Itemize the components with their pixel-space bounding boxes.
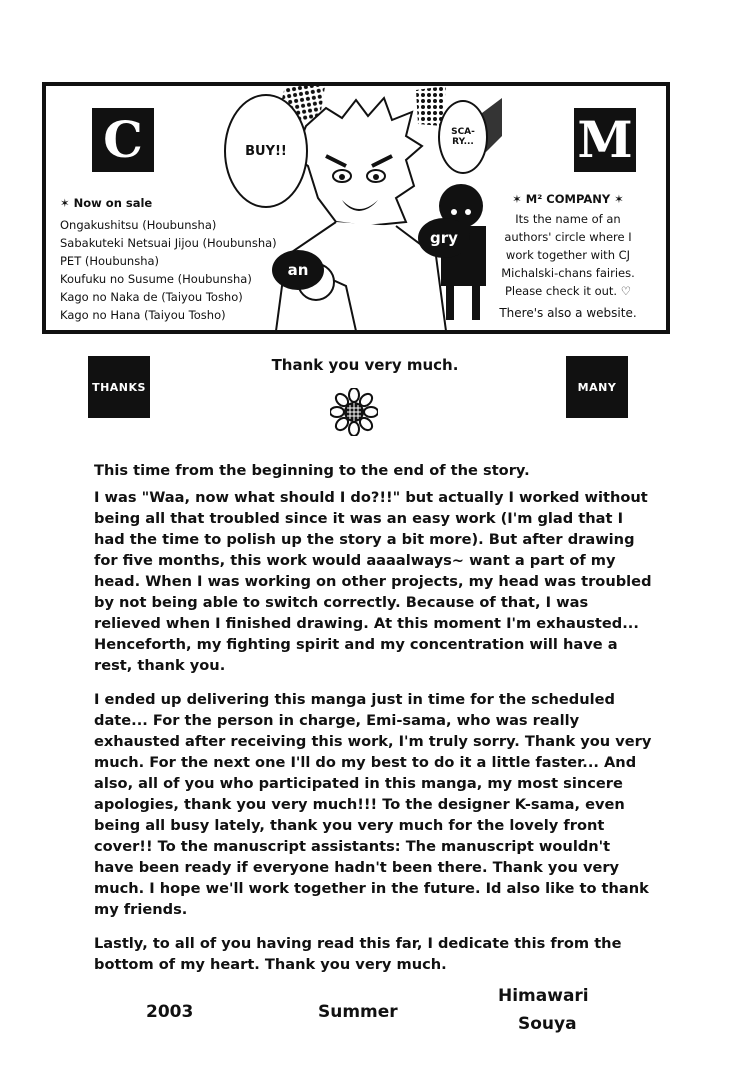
company-line: authors' circle where I bbox=[504, 230, 632, 244]
scary-text: SCA- RY... bbox=[451, 127, 475, 147]
signature-author-last: Souya bbox=[518, 1014, 577, 1034]
company-line: Its the name of an bbox=[515, 212, 621, 226]
gry-tag bbox=[418, 218, 470, 258]
advert-panel bbox=[42, 82, 670, 334]
thanks-text: THANKS bbox=[92, 380, 146, 394]
paragraph: I ended up delivering this manga just in time for the scheduled date... For the person in charge, Emi-sama, who was really exhausted after receiving this work, I'm truly sorry. Thank you very much. For the next one I'll do my best to do it a little faster... And also, all of you who participated in this manga, my most sincere apologies, thank you very much!!! To the designer K-sama, even being all busy lately, thank you very much for the lovely front cover!! To the manuscript assistants: The manuscript wouldn't have been ready if everyone hadn't been there. Thank you very much. I hope we'll work together in the future. Id also like to thank my friends. bbox=[94, 691, 652, 918]
page-title: Thank you very much. bbox=[271, 356, 459, 374]
scary-speech-bubble bbox=[438, 100, 488, 174]
buy-text: BUY!! bbox=[245, 143, 287, 159]
buy-speech-bubble bbox=[224, 94, 308, 208]
now-on-sale-heading: ✶ Now on sale bbox=[60, 196, 153, 210]
an-text: an bbox=[287, 261, 309, 279]
an-tag bbox=[272, 250, 324, 290]
list-item: Kago no Hana (Taiyou Tosho) bbox=[60, 308, 226, 322]
company-info bbox=[484, 190, 652, 322]
company-line: Michalski-chans fairies. bbox=[501, 266, 635, 280]
paragraph: Lastly, to all of you having read this far, I dedicate this from the bottom of my heart. Thank you very much. bbox=[94, 935, 622, 973]
sunflower-icon bbox=[330, 388, 378, 436]
afterword-text bbox=[94, 460, 654, 988]
signature-season: Summer bbox=[318, 1002, 398, 1022]
c-letter-box bbox=[92, 108, 154, 172]
paragraph: I was "Waa, now what should I do?!!" but actually I worked without being all that troubled since it was an easy work (I'm glad that I had the time to polish up the story a bit more). But after drawing for five months, this work would aaaalways~ want a part of my head. When I was working on other projects, my head was troubled by not being able to switch correctly. Because of that, I was relieved when I finished drawing. At this moment I'm exhausted... Henceforth, my fighting spirit and my concentration will have a rest, thank you. bbox=[94, 489, 652, 674]
list-item: Kago no Naka de (Taiyou Tosho) bbox=[60, 290, 243, 304]
c-letter: C bbox=[103, 110, 143, 169]
company-line: Please check it out. ♡ bbox=[504, 284, 632, 298]
company-heading: ✶ M² COMPANY ✶ bbox=[512, 192, 624, 206]
list-item: Koufuku no Susume (Houbunsha) bbox=[60, 272, 252, 286]
paragraph: This time from the beginning to the end of the story. bbox=[94, 462, 530, 479]
list-item: Ongakushitsu (Houbunsha) bbox=[60, 218, 217, 232]
m-letter-box bbox=[574, 108, 636, 172]
list-item: PET (Houbunsha) bbox=[60, 254, 160, 268]
list-item: Sabakuteki Netsuai Jijou (Houbunsha) bbox=[60, 236, 277, 250]
many-text: MANY bbox=[577, 380, 617, 394]
m-letter: M bbox=[577, 110, 633, 169]
website-note: There's also a website. bbox=[499, 306, 637, 320]
signature-author-first: Himawari bbox=[498, 986, 589, 1006]
signature-year: 2003 bbox=[146, 1002, 194, 1022]
now-on-sale-list bbox=[60, 194, 277, 324]
gry-text: gry bbox=[430, 229, 458, 247]
company-line: work together with CJ bbox=[505, 248, 631, 262]
